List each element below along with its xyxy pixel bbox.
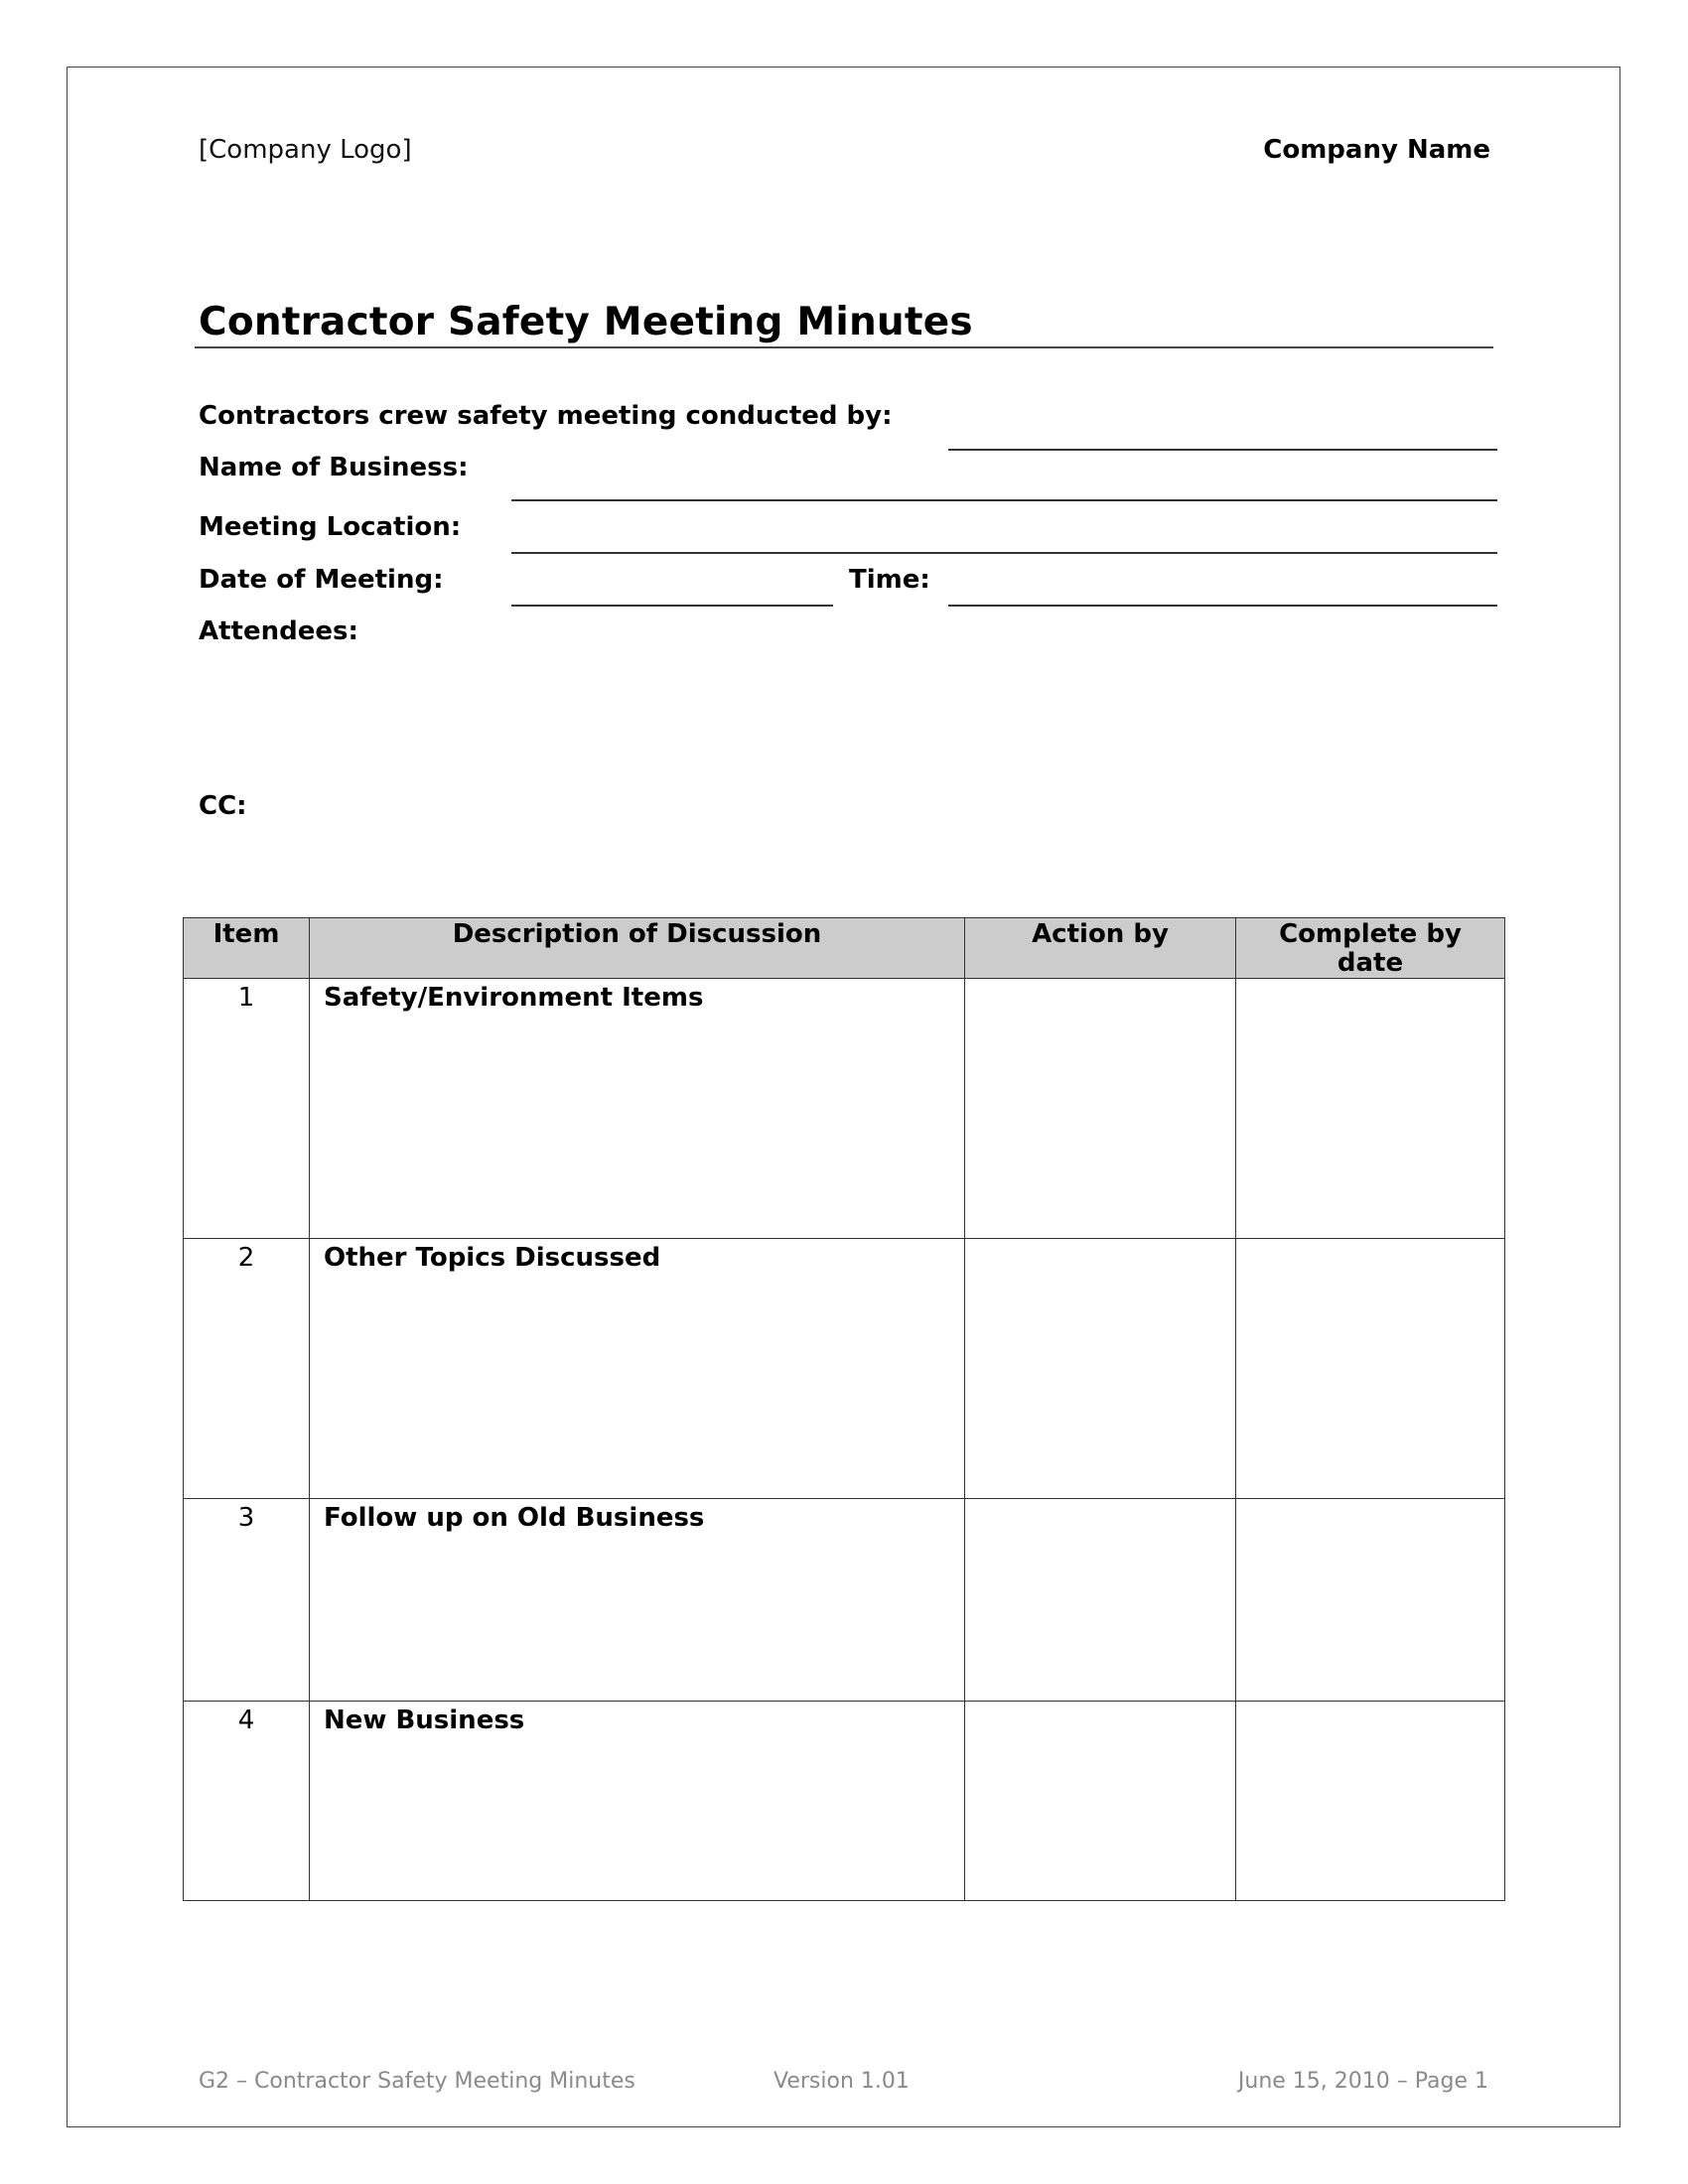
column-header-description: Description of Discussion — [310, 918, 965, 979]
action-by-cell[interactable] — [965, 979, 1236, 1239]
attendees-label: Attendees: — [199, 616, 358, 646]
conducted-by-label: Contractors crew safety meeting conducted by: — [199, 401, 893, 431]
column-header-action-by: Action by — [965, 918, 1236, 979]
action-by-cell[interactable] — [965, 1499, 1236, 1702]
complete-by-cell[interactable] — [1236, 1239, 1505, 1499]
action-by-cell[interactable] — [965, 1702, 1236, 1901]
table-row — [184, 1239, 1505, 1499]
meeting-location-label: Meeting Location: — [199, 512, 462, 542]
meeting-date-field[interactable] — [511, 605, 833, 607]
minutes-table — [183, 917, 1505, 1901]
footer-document-id: G2 – Contractor Safety Meeting Minutes — [199, 2069, 635, 2094]
company-name: Company Name — [1263, 135, 1490, 165]
meeting-time-label: Time: — [849, 565, 930, 595]
item-number: 3 — [184, 1499, 310, 1702]
title-underline — [195, 346, 1493, 348]
discussion-description[interactable]: Follow up on Old Business — [310, 1499, 965, 1702]
table-row — [184, 1702, 1505, 1901]
footer-date-page: June 15, 2010 – Page 1 — [1237, 2069, 1488, 2094]
column-header-item: Item — [184, 918, 310, 979]
item-number: 4 — [184, 1702, 310, 1901]
conducted-by-field[interactable] — [948, 449, 1497, 451]
discussion-description[interactable]: Safety/Environment Items — [310, 979, 965, 1239]
document-title: Contractor Safety Meeting Minutes — [199, 300, 973, 344]
complete-by-cell[interactable] — [1236, 1702, 1505, 1901]
table-row — [184, 1499, 1505, 1702]
item-number: 2 — [184, 1239, 310, 1499]
complete-by-cell[interactable] — [1236, 1499, 1505, 1702]
cc-label: CC: — [199, 791, 247, 821]
company-logo-placeholder: [Company Logo] — [199, 135, 412, 165]
table-header-row — [184, 918, 1505, 979]
action-by-cell[interactable] — [965, 1239, 1236, 1499]
column-header-complete-by: Complete by date — [1236, 918, 1505, 979]
discussion-description[interactable]: New Business — [310, 1702, 965, 1901]
meeting-time-field[interactable] — [948, 605, 1497, 607]
meeting-location-field[interactable] — [511, 552, 1497, 554]
meeting-date-label: Date of Meeting: — [199, 565, 444, 595]
footer-version: Version 1.01 — [774, 2069, 910, 2094]
business-name-field[interactable] — [511, 499, 1497, 501]
item-number: 1 — [184, 979, 310, 1239]
complete-by-cell[interactable] — [1236, 979, 1505, 1239]
table-row — [184, 979, 1505, 1239]
business-name-label: Name of Business: — [199, 453, 469, 482]
discussion-description[interactable]: Other Topics Discussed — [310, 1239, 965, 1499]
